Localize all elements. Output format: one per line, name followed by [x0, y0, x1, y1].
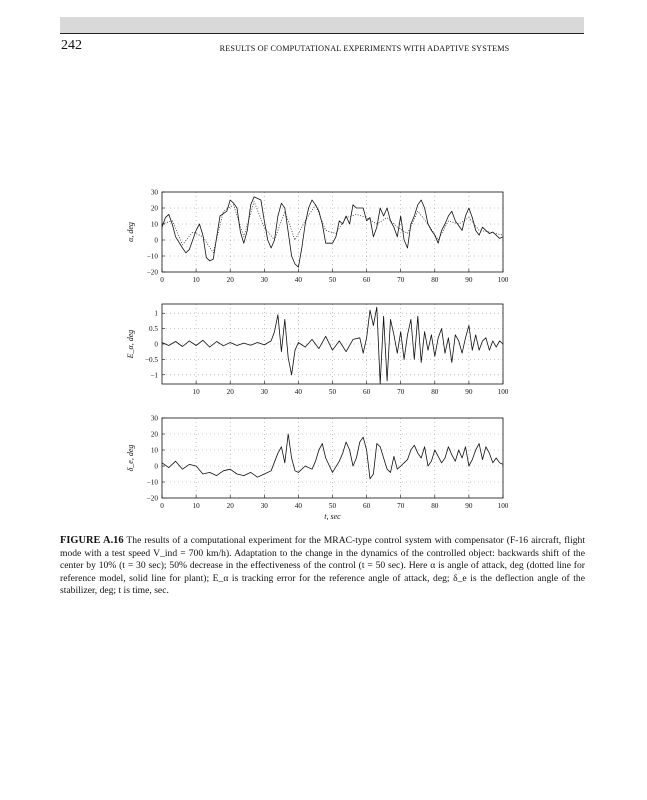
x-tick-label: 70	[397, 276, 405, 284]
x-tick-label: 20	[226, 388, 234, 396]
x-tick-label: 100	[497, 388, 509, 396]
series-line-dotted	[162, 202, 503, 253]
y-tick-label: −10	[146, 478, 158, 487]
x-tick-label: 70	[397, 502, 405, 510]
x-tick-label: 80	[431, 502, 439, 510]
y-tick-label: 20	[150, 430, 158, 439]
x-tick-label: 0	[160, 276, 164, 284]
y-tick-label: −20	[146, 494, 158, 503]
x-tick-label: 0	[160, 502, 164, 510]
y-tick-label: 10	[150, 220, 158, 229]
y-axis-label: E_α, deg	[126, 329, 135, 359]
x-tick-label: 40	[294, 502, 302, 510]
x-tick-label: 50	[328, 388, 337, 396]
x-tick-label: 10	[192, 388, 200, 396]
x-tick-label: 30	[260, 502, 268, 510]
figure-caption-text: The results of a computational experiment for the MRAC-type control system with compensator (F-16 aircraft, flight mode with a test speed V_ind = 700 km/h). Adaptation to the change in the dynamics of the controlled object: backwards shift of the center by 10% (t = 30 sec); 50% decrease in the effectiveness of the control (t = 50 sec). Here α is angle of attack, deg (dotted line for reference model, solid line for plant); E_α is tracking error for the reference angle of attack, deg; δ_e is the deflection angle of the stabilizer, deg; t is time, sec.	[60, 535, 585, 597]
series-line-solid	[162, 434, 503, 479]
y-tick-label: 0	[154, 340, 158, 349]
y-tick-label: 0	[154, 236, 158, 245]
x-tick-label: 80	[431, 276, 439, 284]
x-tick-label: 40	[294, 388, 302, 396]
y-tick-label: −20	[146, 268, 158, 277]
y-tick-label: −10	[146, 252, 158, 261]
y-tick-label: 20	[150, 204, 158, 213]
y-tick-label: 0.5	[149, 325, 158, 334]
x-tick-label: 30	[260, 276, 268, 284]
y-tick-label: −1	[150, 371, 158, 380]
x-tick-label: 20	[226, 502, 234, 510]
x-tick-label: 60	[363, 502, 371, 510]
x-tick-label: 40	[294, 276, 302, 284]
y-tick-label: 0	[154, 462, 158, 471]
x-tick-label: 60	[363, 276, 371, 284]
running-head: RESULTS OF COMPUTATIONAL EXPERIMENTS WITH ADAPTIVE SYSTEMS	[219, 44, 510, 53]
x-tick-label: 50	[328, 502, 337, 510]
figure-label: FIGURE A.16	[60, 535, 124, 546]
x-tick-label: 10	[192, 502, 200, 510]
y-axis-label: α, deg	[126, 222, 135, 242]
y-tick-label: 30	[150, 414, 158, 423]
y-tick-label: 30	[150, 188, 158, 197]
x-tick-label: 20	[226, 276, 234, 284]
y-tick-label: 1	[154, 309, 158, 318]
x-tick-label: 90	[465, 502, 473, 510]
x-tick-label: 80	[431, 388, 439, 396]
x-tick-label: 90	[465, 276, 473, 284]
y-tick-label: 10	[150, 446, 158, 455]
x-tick-label: 70	[397, 388, 405, 396]
y-axis-label: δ_e, deg	[126, 444, 135, 472]
x-tick-label: 50	[328, 276, 337, 284]
y-tick-label: −0.5	[144, 355, 158, 364]
x-tick-label: 10	[192, 276, 200, 284]
x-tick-label: 100	[497, 276, 509, 284]
page-number: 242	[61, 38, 82, 53]
x-axis-label: t, sec	[324, 512, 341, 521]
x-tick-label: 100	[497, 502, 509, 510]
x-tick-label: 60	[363, 388, 371, 396]
figure-caption	[60, 535, 585, 598]
x-tick-label: 30	[260, 388, 268, 396]
x-tick-label: 90	[465, 388, 473, 396]
